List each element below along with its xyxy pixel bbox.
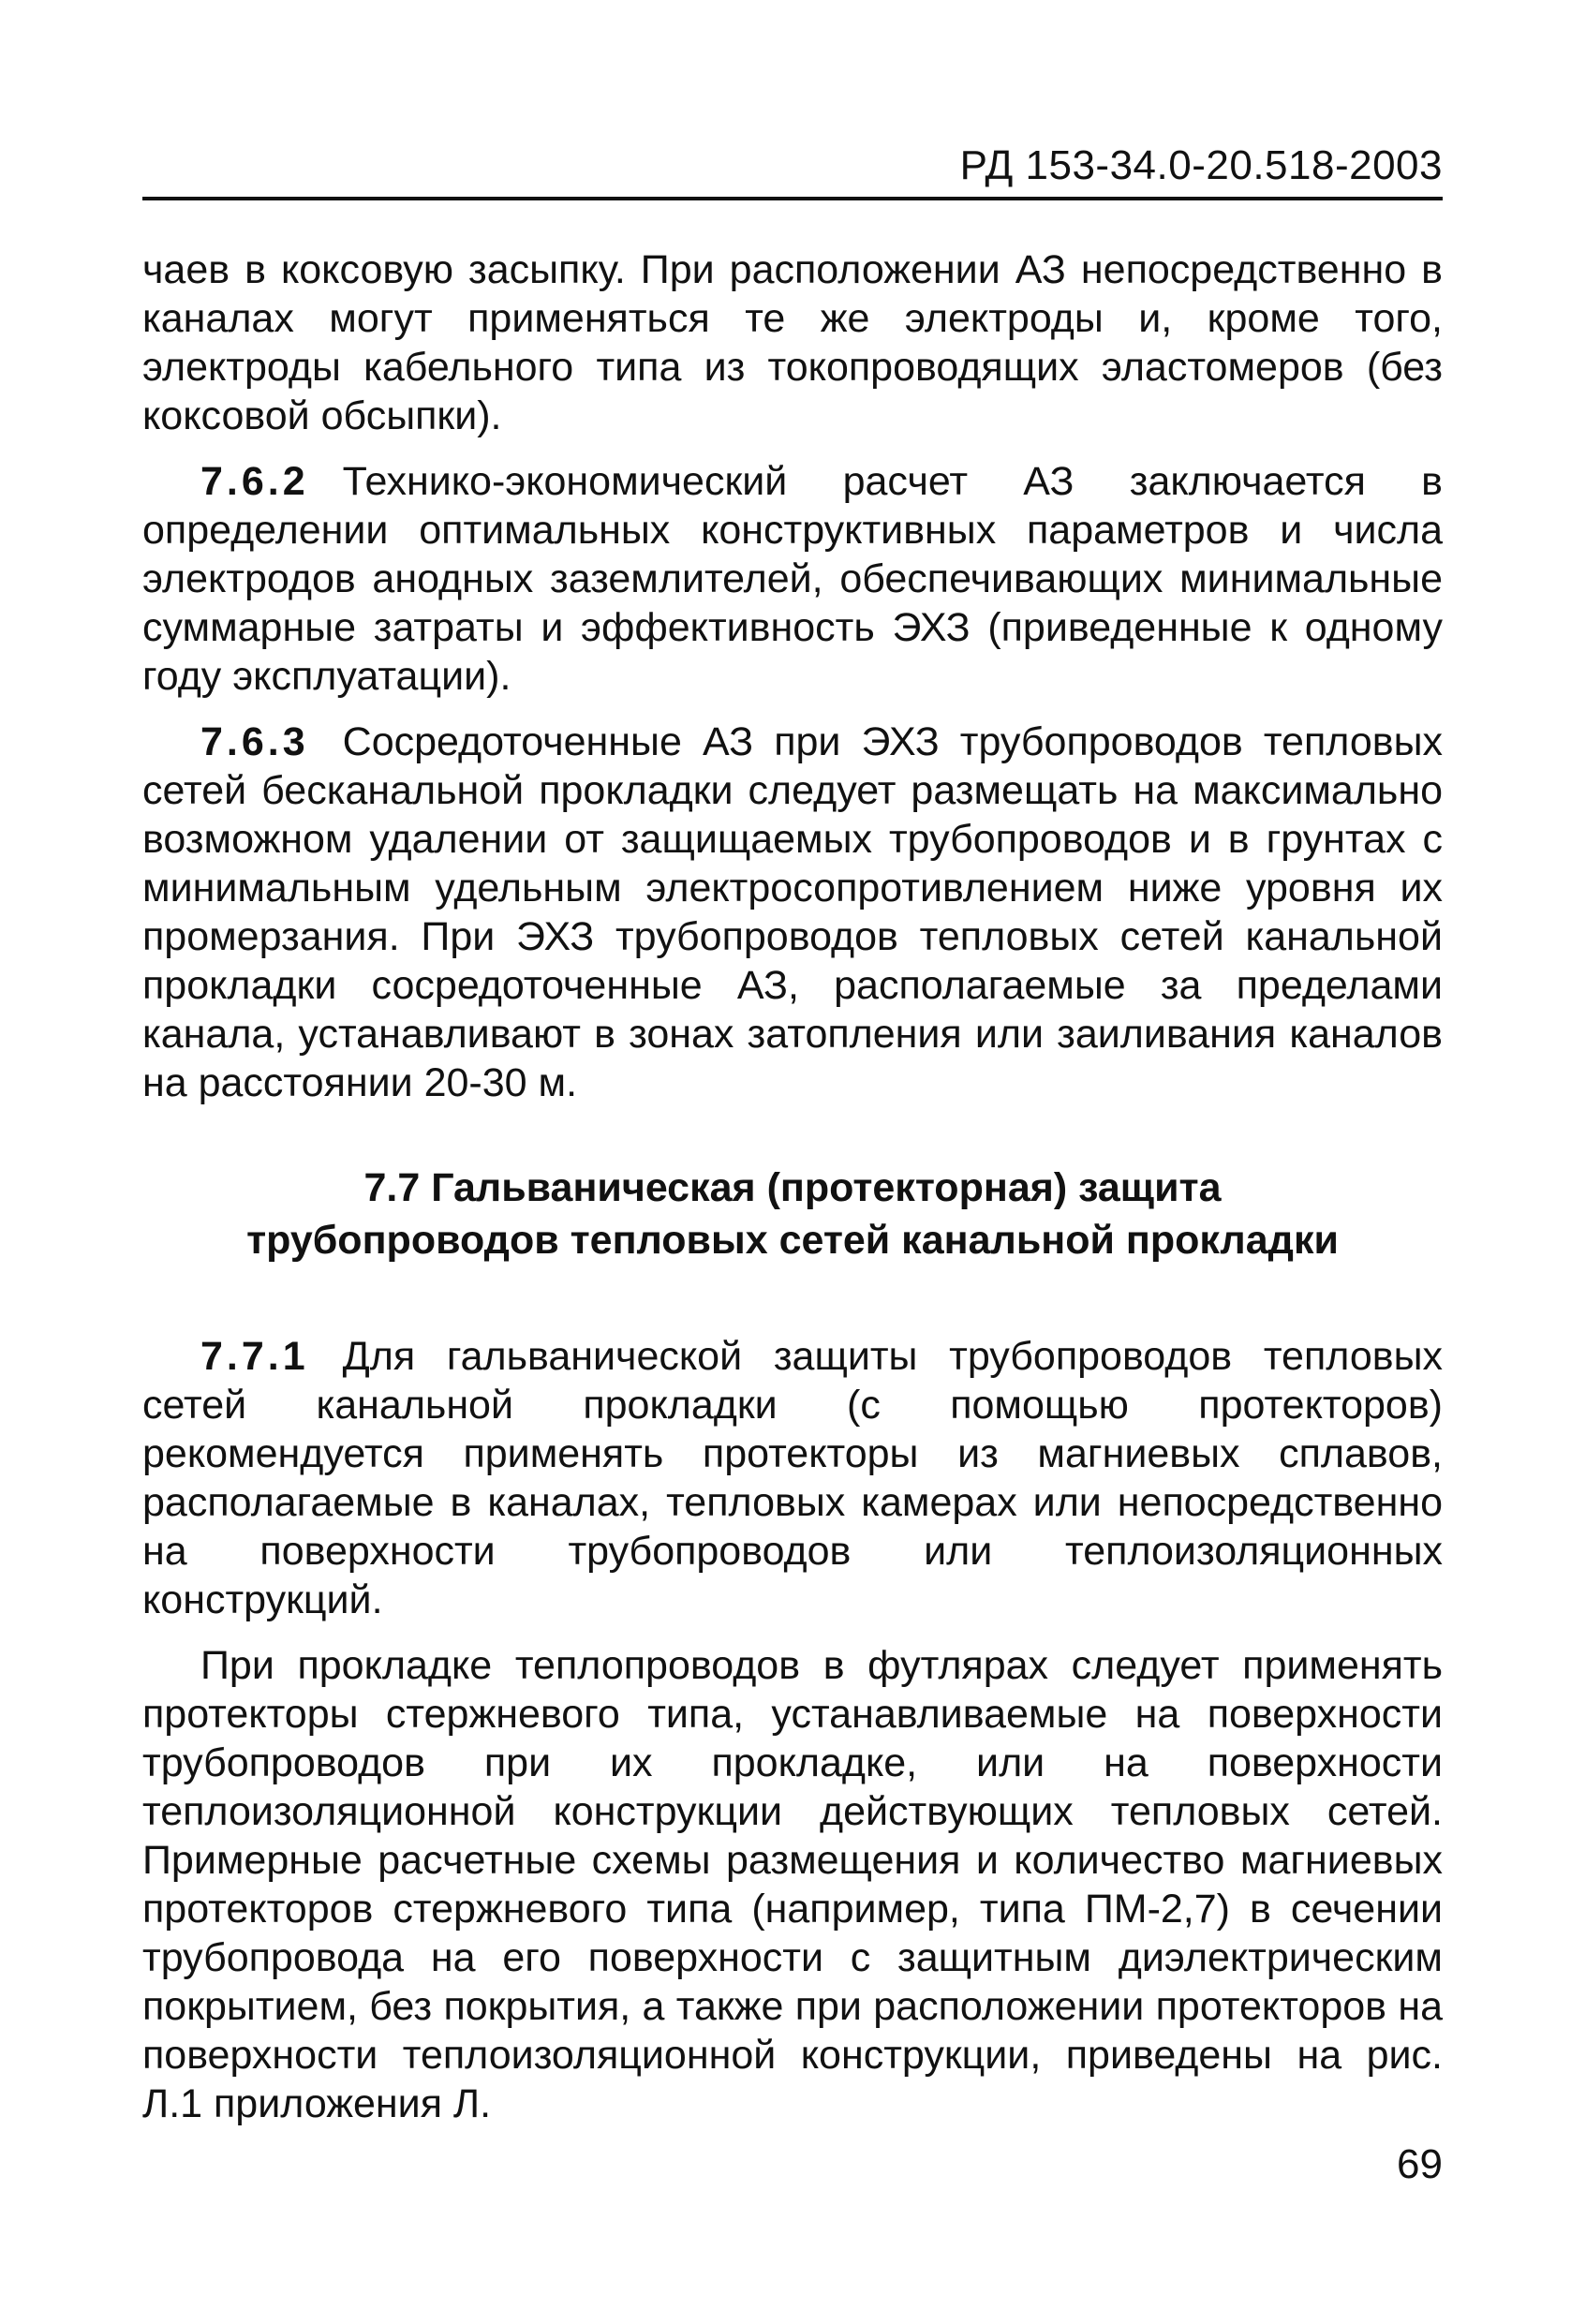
- paragraph-text: Для гальванической защиты трубопроводов тепловых сетей канальной прокладки (с помощью протекторов) рекомендуется применять протекторы из магниевых сплавов, располагаемые в каналах, тепловых камерах или непосредственно на поверхности трубопроводов или теплоизоляционных конструкций.: [142, 1334, 1443, 1622]
- body-text: [142, 245, 1443, 2145]
- paragraph-7-6-3: [142, 718, 1443, 1107]
- paragraph-7-6-2: [142, 457, 1443, 701]
- clause-number: 7.6.3: [200, 719, 309, 764]
- clause-number: 7.6.2: [200, 459, 309, 504]
- paragraph-text: Технико-экономический расчет АЗ заключается в определении оптимальных конструктивных параметров и числа электродов анодных заземлителей, обеспечивающих минимальные суммарные затраты и эффективность ЭХЗ (приведенные к одному году эксплуатации).: [142, 459, 1443, 699]
- header-rule: [142, 197, 1443, 200]
- section-heading-line-2: трубопроводов тепловых сетей канальной прокладки: [246, 1218, 1339, 1263]
- section-heading: [142, 1162, 1443, 1266]
- paragraph-text: Сосредоточенные АЗ при ЭХЗ трубопроводов тепловых сетей бесканальной прокладки следует размещать на максимально возможном удалении от защищаемых трубопроводов и в грунтах с минимальным удельным электросопротивлением ниже уровня их промерзания. При ЭХЗ трубопроводов тепловых сетей канальной прокладки сосредоточенные АЗ, располагаемые за пределами канала, устанавливают в зонах затопления или заиливания каналов на расстоянии 20-30 м.: [142, 719, 1443, 1105]
- paragraph-7-7-1: [142, 1332, 1443, 1624]
- section-heading-line-1: 7.7 Гальваническая (протекторная) защита: [363, 1165, 1222, 1210]
- page-header: [142, 141, 1443, 200]
- page-number: 69: [1397, 2141, 1443, 2187]
- clause-number: 7.7.1: [200, 1334, 309, 1379]
- paragraph-protectors: При прокладке теплопроводов в футлярах следует применять протекторы стержневого типа, устанавливаемые на поверхности трубопроводов при их прокладке, или на поверхности теплоизоляционной конструкции действующих тепловых сетей. Примерные расчетные схемы размещения и количество магниевых протекторов стержневого типа (например, типа ПМ-2,7) в сечении трубопровода на его поверхности с защитным диэлектрическим покрытием, без покрытия, а также при расположении протекторов на поверхности теплоизоляционной конструкции, приведены на рис. Л.1 приложения Л.: [142, 1643, 1443, 2126]
- document-code: РД 153-34.0-20.518-2003: [959, 142, 1443, 188]
- paragraph-continuation: чаев в коксовую засыпку. При расположении АЗ непосредственно в каналах могут применяться те же электроды и, кроме того, электроды кабельного типа из токопроводящих эластомеров (без коксовой обсыпки).: [142, 247, 1443, 438]
